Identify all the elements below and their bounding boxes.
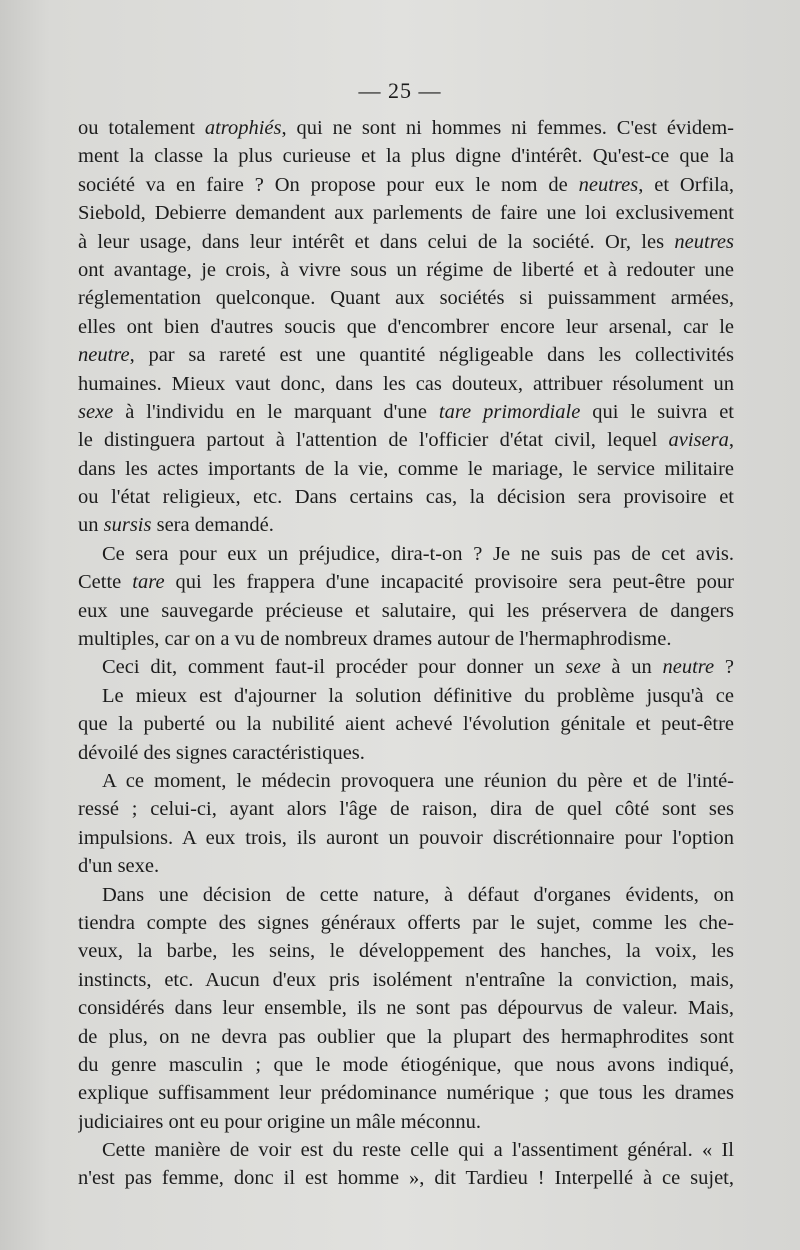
italic-word: sexe bbox=[565, 656, 601, 679]
text-segment: dévoilé des signes caractéristiques. bbox=[78, 741, 365, 764]
text-line bbox=[78, 483, 734, 511]
text-line bbox=[78, 710, 734, 738]
text-line bbox=[78, 398, 734, 426]
text-line bbox=[78, 199, 734, 227]
text-segment: qui le suivra et bbox=[580, 400, 734, 423]
text-segment: Le mieux est d'ajourner la solution définitive du problème jusqu'à ce bbox=[102, 684, 734, 707]
text-line bbox=[78, 682, 734, 710]
text-segment: tiendra compte des signes généraux offerts par le sujet, comme les che- bbox=[78, 911, 734, 934]
text-line bbox=[78, 455, 734, 483]
text-line bbox=[78, 966, 734, 994]
italic-word: tare bbox=[132, 571, 165, 594]
text-segment: sera demandé. bbox=[151, 514, 274, 537]
text-segment: qui les frappera d'une incapacité provisoire sera peut-être pour bbox=[164, 571, 734, 594]
text-segment: impulsions. A eux trois, ils auront un pouvoir discrétionnaire pour l'option bbox=[78, 826, 734, 849]
text-line bbox=[78, 824, 734, 852]
italic-word: neutres bbox=[674, 230, 734, 253]
text-line bbox=[78, 313, 734, 341]
text-line bbox=[78, 540, 734, 568]
text-line bbox=[78, 625, 734, 653]
text-segment: de plus, on ne devra pas oublier que la plupart des hermaphrodites sont bbox=[78, 1025, 734, 1048]
italic-word: neutres bbox=[578, 173, 639, 196]
text-line bbox=[78, 909, 734, 937]
text-line bbox=[78, 852, 734, 880]
text-segment: à l'individu en le marquant d'une bbox=[113, 400, 439, 423]
text-segment: le distinguera partout à l'attention de l'officier d'état civil, lequel bbox=[78, 429, 669, 452]
text-segment: Cette manière de voir est du reste celle qui a l'assentiment général. « Il bbox=[102, 1139, 734, 1162]
text-segment: ont avantage, je crois, à vivre sous un régime de liberté et à redouter une bbox=[78, 258, 734, 281]
text-segment: eux une sauvegarde précieuse et salutaire, qui les préservera de dangers bbox=[78, 599, 734, 622]
text-line bbox=[78, 795, 734, 823]
text-segment: , et Orfila, bbox=[638, 173, 734, 196]
text-segment: un bbox=[78, 514, 104, 537]
text-segment: du genre masculin ; que le mode étiogénique, que nous avons indiqué, bbox=[78, 1053, 734, 1076]
text-segment: veux, la barbe, les seins, le développement des hanches, la voix, les bbox=[78, 940, 734, 963]
text-line bbox=[78, 142, 734, 170]
text-segment: explique suffisamment leur prédominance numérique ; que tous les drames bbox=[78, 1082, 734, 1105]
text-line bbox=[78, 568, 734, 596]
text-line bbox=[78, 881, 734, 909]
text-segment: elles ont bien d'autres soucis que d'encombrer encore leur arsenal, car le bbox=[78, 315, 734, 338]
italic-word: sexe bbox=[78, 400, 114, 423]
text-segment: humaines. Mieux vaut donc, dans les cas douteux, attribuer résolument un bbox=[78, 372, 734, 395]
text-line bbox=[78, 256, 734, 284]
text-line bbox=[78, 767, 734, 795]
text-line bbox=[78, 653, 734, 681]
italic-word: atrophiés bbox=[204, 117, 282, 139]
text-line bbox=[78, 597, 734, 625]
text-segment: réglementation quelconque. Quant aux sociétés si puissamment armées, bbox=[78, 287, 734, 310]
text-line bbox=[78, 937, 734, 965]
text-segment: que la puberté ou la nubilité aient achevé l'évolution génitale et peut-être bbox=[78, 713, 734, 736]
text-line bbox=[78, 994, 734, 1022]
text-line bbox=[78, 511, 734, 539]
text-line bbox=[78, 1079, 734, 1107]
text-segment: n'est pas femme, donc il est homme », dit Tardieu ! Interpellé à ce sujet, bbox=[78, 1167, 734, 1190]
text-line bbox=[78, 284, 734, 312]
text-line bbox=[78, 426, 734, 454]
body-text bbox=[78, 114, 734, 1193]
text-segment: Ceci dit, comment faut-il procéder pour donner un bbox=[102, 656, 566, 679]
text-line bbox=[78, 1051, 734, 1079]
text-segment: Ce sera pour eux un préjudice, dira-t-on ? Je ne suis pas de cet avis. bbox=[102, 542, 734, 565]
text-segment: Siebold, Debierre demandent aux parlements de faire une loi exclusivement bbox=[78, 202, 734, 225]
text-segment: à un bbox=[600, 656, 663, 679]
text-line bbox=[78, 370, 734, 398]
text-segment: à leur usage, dans leur intérêt et dans celui de la société. Or, les bbox=[78, 230, 675, 253]
text-segment: instincts, etc. Aucun d'eux pris isolément n'entraîne la conviction, mais, bbox=[78, 968, 734, 991]
italic-word: tare primordiale bbox=[438, 400, 581, 423]
text-line bbox=[78, 341, 734, 369]
italic-word: avisera bbox=[668, 429, 729, 452]
text-segment: judiciaires ont eu pour origine un mâle méconnu. bbox=[78, 1110, 482, 1133]
text-line bbox=[78, 1136, 734, 1164]
text-segment: ou totalement bbox=[78, 117, 205, 139]
page-number: — 25 — bbox=[358, 78, 442, 103]
text-segment: ou l'état religieux, etc. Dans certains cas, la décision sera provisoire et bbox=[78, 486, 734, 509]
text-segment: ment la classe la plus curieuse et la plus digne d'intérêt. Qu'est-ce que la bbox=[78, 145, 734, 168]
text-segment: ? bbox=[714, 656, 734, 679]
text-line bbox=[78, 1164, 734, 1192]
text-line bbox=[78, 739, 734, 767]
text-line bbox=[78, 1108, 734, 1136]
text-segment: , bbox=[728, 429, 734, 452]
text-segment: Dans une décision de cette nature, à défaut d'organes évidents, on bbox=[102, 883, 734, 906]
text-line bbox=[78, 228, 734, 256]
text-segment: considérés dans leur ensemble, ils ne sont pas dépourvus de valeur. Mais, bbox=[78, 997, 734, 1020]
text-segment: ressé ; celui-ci, ayant alors l'âge de raison, dira de quel côté sont ses bbox=[78, 798, 734, 821]
text-segment: , qui ne sont ni hommes ni femmes. C'est évidem- bbox=[281, 117, 734, 139]
text-line bbox=[78, 1023, 734, 1051]
text-segment: dans les actes importants de la vie, comme le mariage, le service militaire bbox=[78, 457, 734, 480]
text-segment: d'un sexe. bbox=[78, 855, 160, 878]
text-segment: , par sa rareté est une quantité négligeable dans les collectivités bbox=[129, 344, 734, 367]
text-segment: Cette bbox=[78, 571, 133, 594]
text-segment: A ce moment, le médecin provoquera une réunion du père et de l'inté- bbox=[102, 769, 734, 792]
italic-word: sursis bbox=[103, 514, 152, 537]
text-line bbox=[78, 171, 734, 199]
italic-word: neutre bbox=[662, 656, 715, 679]
italic-word: neutre bbox=[78, 344, 130, 367]
text-line bbox=[78, 114, 734, 142]
text-segment: société va en faire ? On propose pour eux le nom de bbox=[78, 173, 579, 196]
text-segment: multiples, car on a vu de nombreux drames autour de l'hermaphrodisme. bbox=[78, 628, 672, 651]
